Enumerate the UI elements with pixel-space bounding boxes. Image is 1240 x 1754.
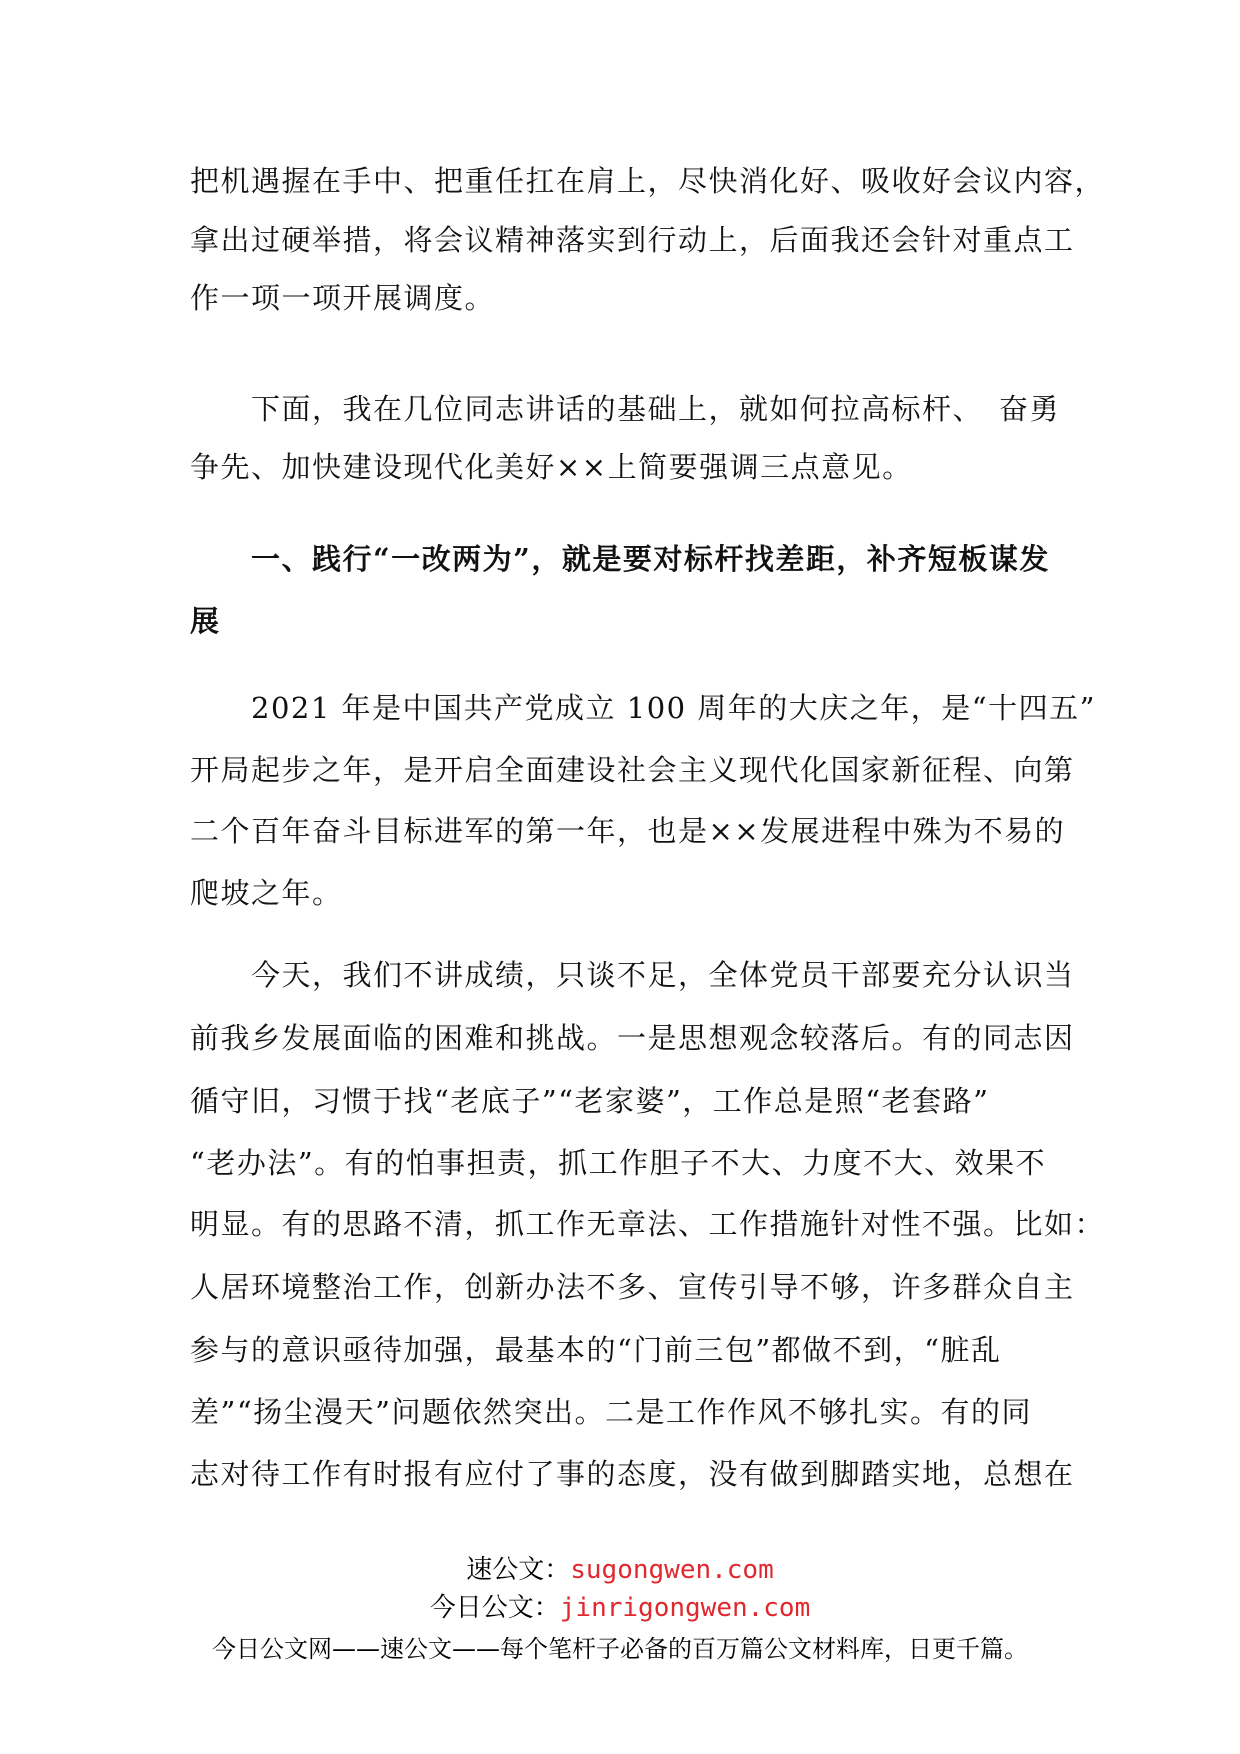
body-line: 前我乡发展面临的困难和挑战。一是思想观念较落后。有的同志因 xyxy=(190,1021,1075,1055)
body-line: 开局起步之年，是开启全面建设社会主义现代化国家新征程、向第 xyxy=(190,753,1075,787)
body-line: 差”“扬尘漫天”问题依然突出。二是工作作风不够扎实。有的同 xyxy=(190,1395,1032,1429)
sugongwen-link[interactable]: sugongwen.com xyxy=(570,1555,774,1585)
body-line: 争先、加快建设现代化美好××上简要强调三点意见。 xyxy=(190,450,913,484)
footer-line-sugongwen xyxy=(0,1552,1240,1588)
footer-slogan: 今日公文网——速公文——每个笔杆子必备的百万篇公文材料库，日更千篇。 xyxy=(212,1635,1028,1663)
footer-line-jinrigongwen xyxy=(0,1590,1240,1626)
footer-label: 今日公文： xyxy=(429,1593,560,1623)
body-line: 下面，我在几位同志讲话的基础上，就如何拉高标杆、 奋勇 xyxy=(190,392,1061,426)
body-line: 爬坡之年。 xyxy=(190,876,343,910)
body-line: 明显。有的思路不清，抓工作无章法、工作措施针对性不强。比如： xyxy=(190,1207,1106,1241)
body-line: 作一项一项开展调度。 xyxy=(190,281,496,315)
body-line: 二个百年奋斗目标进军的第一年，也是××发展进程中殊为不易的 xyxy=(190,814,1066,848)
body-line: 参与的意识亟待加强，最基本的“门前三包”都做不到，“脏乱 xyxy=(190,1333,1002,1367)
body-line: “老办法”。有的怕事担责，抓工作胆子不大、力度不大、效果不 xyxy=(190,1146,1047,1180)
body-line: 2021 年是中国共产党成立 100 周年的大庆之年，是“十四五” xyxy=(190,691,1096,725)
jinrigongwen-link[interactable]: jinrigongwen.com xyxy=(559,1593,811,1623)
body-line: 循守旧，习惯于找“老底子”“老家婆”，工作总是照“老套路” xyxy=(190,1084,990,1118)
body-line: 拿出过硬举措，将会议精神落实到行动上，后面我还会针对重点工 xyxy=(190,223,1075,257)
body-line: 今天，我们不讲成绩，只谈不足，全体党员干部要充分认识当 xyxy=(190,958,1075,992)
body-line: 人居环境整治工作，创新办法不多、宣传引导不够，许多群众自主 xyxy=(190,1270,1075,1304)
section-heading: 一、践行“一改两为”，就是要对标杆找差距，补齐短板谋发 xyxy=(190,542,1050,576)
body-line: 志对待工作有时报有应付了事的态度，没有做到脚踏实地，总想在 xyxy=(190,1457,1075,1491)
footer-label: 速公文： xyxy=(466,1555,571,1585)
section-heading: 展 xyxy=(190,604,221,638)
body-line: 把机遇握在手中、把重任扛在肩上，尽快消化好、吸收好会议内容， xyxy=(190,164,1106,198)
